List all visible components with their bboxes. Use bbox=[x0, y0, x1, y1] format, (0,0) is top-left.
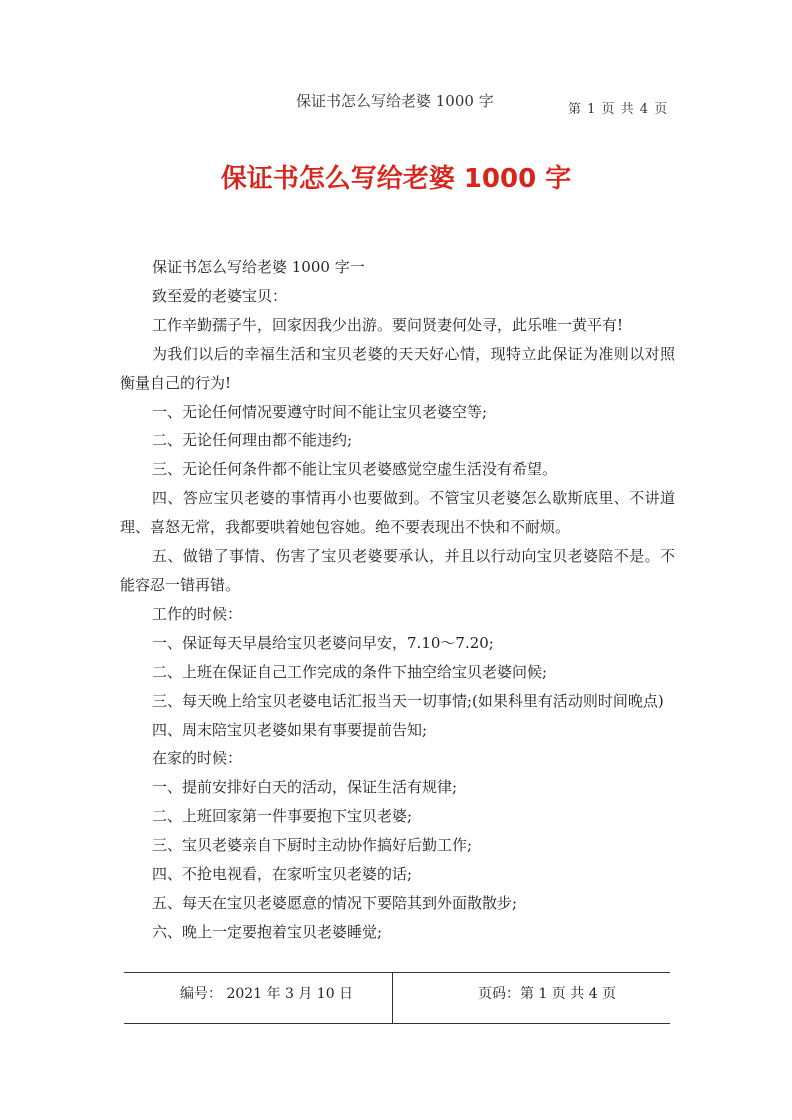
paragraph: 工作辛勤孺子牛，回家因我少出游。要问贤妻何处寻，此乐唯一黄平有! bbox=[152, 315, 624, 334]
header-document-title: 保证书怎么写给老婆 1000 字 bbox=[296, 92, 494, 110]
paragraph: 四、不抢电视看，在家听宝贝老婆的话; bbox=[152, 865, 413, 884]
footer-divider bbox=[392, 972, 393, 1024]
paragraph: 三、无论任何条件都不能让宝贝老婆感觉空虚生活没有希望。 bbox=[152, 460, 558, 479]
paragraph: 三、宝贝老婆亲自下厨时主动协作搞好后勤工作; bbox=[152, 836, 473, 855]
footer-top-rule bbox=[124, 972, 670, 973]
footer-page-number: 页码：第 1 页 共 4 页 bbox=[478, 986, 617, 1002]
paragraph: 五、做错了事情、伤害了宝贝老婆要承认，并且以行动向宝贝老婆陪不是。不能容忍一错再错。 bbox=[120, 547, 675, 594]
paragraph: 四、周末陪宝贝老婆如果有事要提前告知; bbox=[152, 720, 428, 739]
paragraph-subtitle: 保证书怎么写给老婆 1000 字一 bbox=[152, 258, 365, 276]
paragraph: 二、无论任何理由都不能违约; bbox=[152, 431, 353, 450]
paragraph: 六、晚上一定要抱着宝贝老婆睡觉; bbox=[152, 922, 383, 941]
paragraph: 一、无论任何情况要遵守时间不能让宝贝老婆空等; bbox=[152, 402, 488, 421]
paragraph: 三、每天晚上给宝贝老婆电话汇报当天一切事情;(如果科里有活动则时间晚点) bbox=[152, 691, 664, 710]
section-heading-work: 工作的时候： bbox=[152, 604, 243, 623]
document-title: 保证书怎么写给老婆 1000 字 bbox=[220, 164, 572, 194]
paragraph: 二、上班回家第一件事要抱下宝贝老婆; bbox=[152, 807, 413, 826]
paragraph: 二、上班在保证自己工作完成的条件下抽空给宝贝老婆问候; bbox=[152, 662, 548, 681]
paragraph: 五、每天在宝贝老婆愿意的情况下要陪其到外面散散步; bbox=[152, 893, 518, 912]
section-heading-home: 在家的时候： bbox=[152, 749, 243, 768]
paragraph: 一、保证每天早晨给宝贝老婆问早安，7.10～7.20; bbox=[152, 633, 494, 652]
paragraph-salutation: 致至爱的老婆宝贝： bbox=[152, 286, 288, 305]
footer-number-date: 编号： 2021 年 3 月 10 日 bbox=[180, 986, 354, 1002]
paragraph: 为我们以后的幸福生活和宝贝老婆的天天好心情，现特立此保证为准则以对照衡量自己的行为! bbox=[120, 344, 675, 392]
paragraph: 四、答应宝贝老婆的事情再小也要做到。不管宝贝老婆怎么歇斯底里、不讲道理、喜怒无常，我都要哄着她包容她。绝不要表现出不快和不耐烦。 bbox=[120, 489, 675, 537]
header-page-info: 第 1 页 共 4 页 bbox=[568, 102, 669, 117]
document-body bbox=[120, 253, 675, 947]
paragraph: 一、提前安排好白天的活动，保证生活有规律; bbox=[152, 778, 458, 797]
footer-bottom-rule bbox=[124, 1023, 670, 1024]
